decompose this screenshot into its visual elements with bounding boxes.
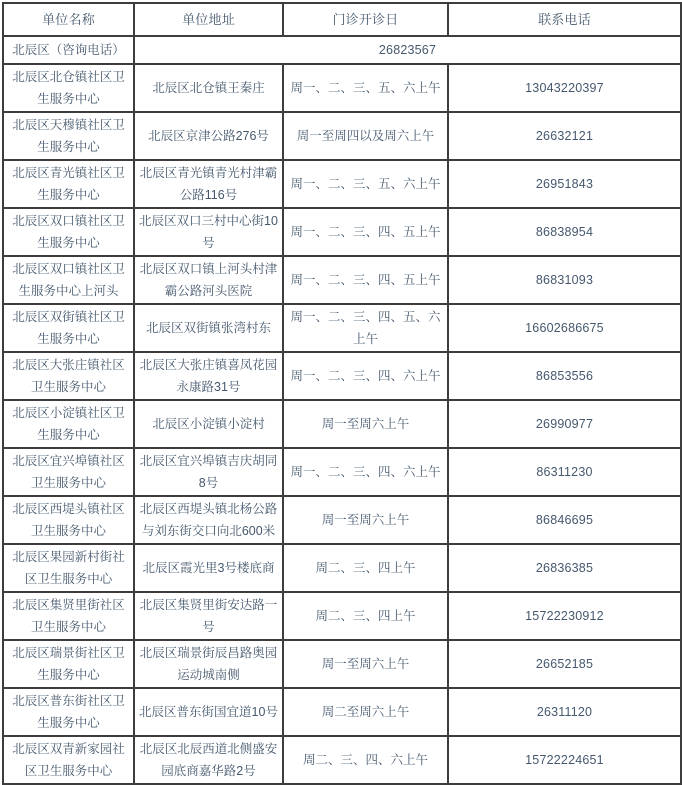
address-cell: 北辰区宜兴埠镇吉庆胡同8号 [134,448,283,496]
days-cell: 周二、三、四上午 [283,592,448,640]
address-cell: 北辰区瑞景街辰昌路奥园运动城南侧 [134,640,283,688]
address-cell: 北辰区普东街国宜道10号 [134,688,283,736]
unit-name-cell: 北辰区果园新村街社区卫生服务中心 [3,544,134,592]
clinic-row [3,208,681,256]
unit-name-cell: 北辰区西堤头镇社区卫生服务中心 [3,496,134,544]
unit-name-cell: 北辰区天穆镇社区卫生服务中心 [3,112,134,160]
phone-cell: 86838954 [448,208,681,256]
days-cell: 周一、二、三、四、五上午 [283,208,448,256]
unit-name-cell: 北辰区宜兴埠镇社区卫生服务中心 [3,448,134,496]
days-cell: 周一至周六上午 [283,496,448,544]
clinic-row [3,496,681,544]
column-header-0: 单位名称 [3,3,134,36]
clinic-row [3,736,681,784]
column-header-3: 联系电话 [448,3,681,36]
unit-name-cell: 北辰区瑞景街社区卫生服务中心 [3,640,134,688]
clinic-row [3,592,681,640]
unit-name-cell: 北辰区青光镇社区卫生服务中心 [3,160,134,208]
consult-phone-cell: 26823567 [134,36,681,64]
unit-name-cell: 北辰区北仓镇社区卫生服务中心 [3,64,134,112]
clinic-row [3,256,681,304]
address-cell: 北辰区双街镇张湾村东 [134,304,283,352]
clinic-row [3,400,681,448]
phone-cell: 16602686675 [448,304,681,352]
unit-name-cell: 北辰区双口镇社区卫生服务中心上河头 [3,256,134,304]
address-cell: 北辰区大张庄镇喜凤花园永康路31号 [134,352,283,400]
clinic-row [3,304,681,352]
address-cell: 北辰区霞光里3号楼底商 [134,544,283,592]
phone-cell: 86846695 [448,496,681,544]
address-cell: 北辰区小淀镇小淀村 [134,400,283,448]
consult-phone-row [3,36,681,64]
clinic-row [3,352,681,400]
unit-name-cell: 北辰区（咨询电话） [3,36,134,64]
phone-cell: 86831093 [448,256,681,304]
phone-cell: 26311120 [448,688,681,736]
unit-name-cell: 北辰区双口镇社区卫生服务中心 [3,208,134,256]
unit-name-cell: 北辰区双青新家园社区卫生服务中心 [3,736,134,784]
clinic-row [3,112,681,160]
days-cell: 周一至周四以及周六上午 [283,112,448,160]
days-cell: 周二、三、四、六上午 [283,736,448,784]
column-header-1: 单位地址 [134,3,283,36]
days-cell: 周一、二、三、四、五上午 [283,256,448,304]
phone-cell: 26652185 [448,640,681,688]
phone-cell: 26836385 [448,544,681,592]
phone-cell: 26951843 [448,160,681,208]
clinic-row [3,688,681,736]
days-cell: 周一、二、三、四、五、六上午 [283,304,448,352]
unit-name-cell: 北辰区集贤里街社区卫生服务中心 [3,592,134,640]
phone-cell: 13043220397 [448,64,681,112]
unit-name-cell: 北辰区双街镇社区卫生服务中心 [3,304,134,352]
days-cell: 周二至周六上午 [283,688,448,736]
phone-cell: 15722224651 [448,736,681,784]
address-cell: 北辰区双口三村中心街10号 [134,208,283,256]
address-cell: 北辰区集贤里街安达路一号 [134,592,283,640]
days-cell: 周一、二、三、五、六上午 [283,160,448,208]
days-cell: 周一、二、三、五、六上午 [283,64,448,112]
address-cell: 北辰区双口镇上河头村津霸公路河头医院 [134,256,283,304]
days-cell: 周一、二、三、四、六上午 [283,352,448,400]
clinic-row [3,64,681,112]
header-row [3,3,681,36]
days-cell: 周一至周六上午 [283,640,448,688]
address-cell: 北辰区北辰西道北侧盛安园底商嘉华路2号 [134,736,283,784]
clinic-row [3,448,681,496]
unit-name-cell: 北辰区小淀镇社区卫生服务中心 [3,400,134,448]
phone-cell: 86853556 [448,352,681,400]
address-cell: 北辰区京津公路276号 [134,112,283,160]
days-cell: 周一至周六上午 [283,400,448,448]
clinics-table [2,2,682,785]
address-cell: 北辰区西堤头镇北杨公路与刘东街交口向北600米 [134,496,283,544]
column-header-2: 门诊开诊日 [283,3,448,36]
phone-cell: 86311230 [448,448,681,496]
address-cell: 北辰区北仓镇王秦庄 [134,64,283,112]
unit-name-cell: 北辰区普东街社区卫生服务中心 [3,688,134,736]
clinic-row [3,640,681,688]
days-cell: 周一、二、三、四、六上午 [283,448,448,496]
phone-cell: 15722230912 [448,592,681,640]
address-cell: 北辰区青光镇青光村津霸公路116号 [134,160,283,208]
clinic-row [3,544,681,592]
phone-cell: 26990977 [448,400,681,448]
phone-cell: 26632121 [448,112,681,160]
unit-name-cell: 北辰区大张庄镇社区卫生服务中心 [3,352,134,400]
clinic-row [3,160,681,208]
days-cell: 周二、三、四上午 [283,544,448,592]
